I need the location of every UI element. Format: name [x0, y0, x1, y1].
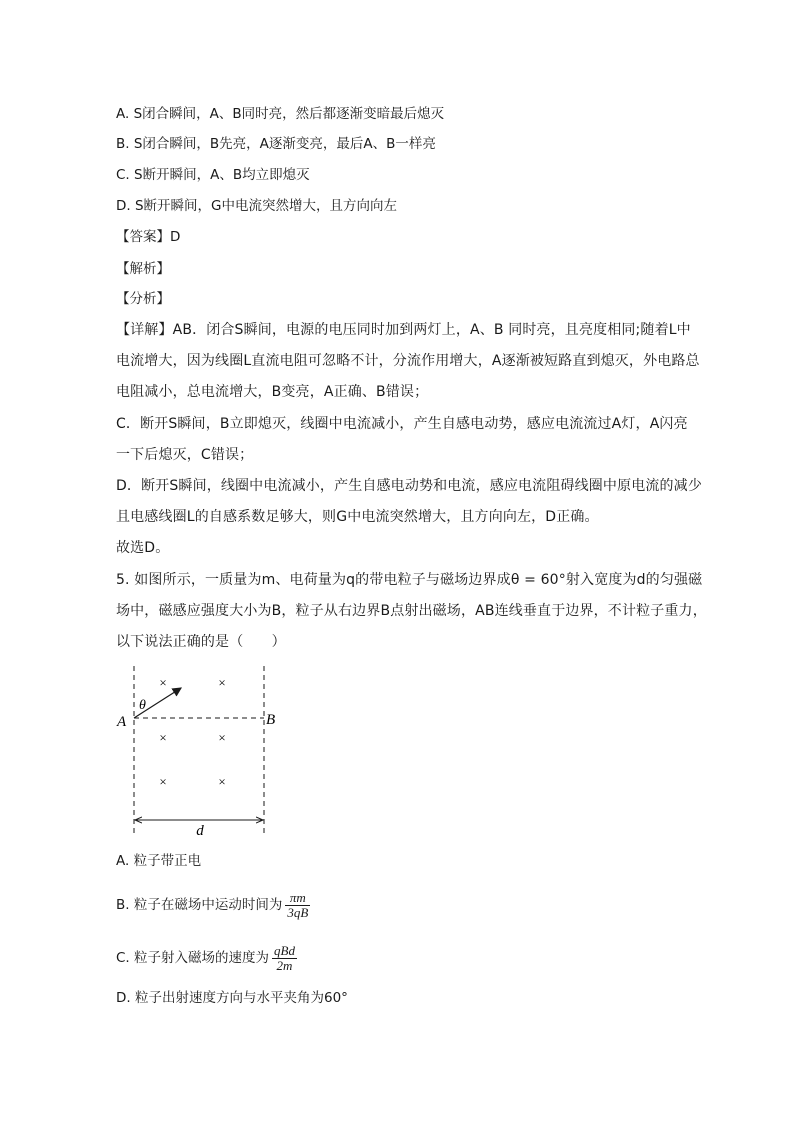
q5-option-b-text: B. 粒子在磁场中运动时间为	[116, 897, 283, 913]
q5-option-c	[116, 941, 297, 975]
q4-conclusion: 故选D。	[116, 540, 170, 556]
q4-detail-line-2: 电流增大，因为线圈L直流电阻可忽略不计，分流作用增大，A逐渐被短路直到熄灭，外电路总	[116, 353, 700, 369]
q5-stem-line-3: 以下说法正确的是（ ）	[116, 634, 286, 650]
q4-jiexi-heading: 【解析】	[116, 261, 170, 277]
q4-fenxi-heading: 【分析】	[116, 291, 170, 307]
q5-stem-line-1: 5. 如图所示，一质量为m、电荷量为q的带电粒子与磁场边界成θ = 60°射入宽度为d的匀强磁	[116, 572, 703, 588]
q5-option-d: D. 粒子出射速度方向与水平夹角为60°	[116, 990, 348, 1006]
field-cross: ×	[159, 730, 167, 745]
fraction-denominator: 2m	[276, 957, 293, 973]
fraction-denominator: 3qB	[287, 904, 309, 920]
q4-detail-line-3: 电阻减小，总电流增大，B变亮，A正确、B错误；	[116, 384, 429, 400]
magnetic-field-diagram	[108, 660, 288, 842]
field-cross: ×	[159, 774, 167, 789]
field-cross: ×	[218, 730, 226, 745]
q4-detail-line-5: 一下后熄灭，C错误；	[116, 447, 254, 463]
q5-option-c-fraction	[272, 944, 297, 973]
field-cross: ×	[159, 675, 167, 690]
q4-option-b: B. S闭合瞬间，B先亮，A逐渐变亮，最后A、B一样亮	[116, 136, 436, 152]
q5-stem-line-2: 场中，磁感应强度大小为B，粒子从右边界B点射出磁场，AB连线垂直于边界，不计粒子重力，	[116, 603, 707, 619]
label-a: A	[117, 714, 127, 730]
label-d: d	[196, 823, 204, 839]
fraction-numerator: πm	[285, 891, 310, 906]
label-theta: θ	[139, 698, 146, 713]
fraction-numerator: qBd	[274, 942, 295, 958]
q4-option-a: A. S闭合瞬间，A、B同时亮，然后都逐渐变暗最后熄灭	[116, 106, 445, 122]
q4-detail-line-4: C．断开S瞬间，B立即熄灭，线圈中电流减小，产生自感电动势，感应电流流过A灯，A闪亮	[116, 416, 688, 432]
label-b: B	[266, 712, 276, 728]
q4-answer: 【答案】D	[116, 229, 181, 245]
q5-option-a: A. 粒子带正电	[116, 853, 202, 869]
q5-option-c-text: C. 粒子射入磁场的速度为	[116, 950, 270, 966]
field-cross: ×	[218, 774, 226, 789]
q4-option-d: D. S断开瞬间，G中电流突然增大，且方向向左	[116, 198, 398, 214]
q5-option-b-fraction	[285, 891, 310, 920]
q5-option-b	[116, 888, 310, 922]
field-cross: ×	[218, 675, 226, 690]
q4-detail-line-6: D．断开S瞬间，线圈中电流减小，产生自感电动势和电流，感应电流阻碍线圈中原电流的减少	[116, 478, 702, 494]
q4-option-c: C. S断开瞬间，A、B均立即熄灭	[116, 167, 310, 183]
q4-detail-line-7: 且电感线圈L的自感系数足够大，则G中电流突然增大，且方向向左，D正确。	[116, 509, 599, 525]
q4-detail-line-1: 【详解】AB．闭合S瞬间，电源的电压同时加到两灯上，A、B 同时亮，且亮度相同;随着L中	[116, 322, 691, 338]
